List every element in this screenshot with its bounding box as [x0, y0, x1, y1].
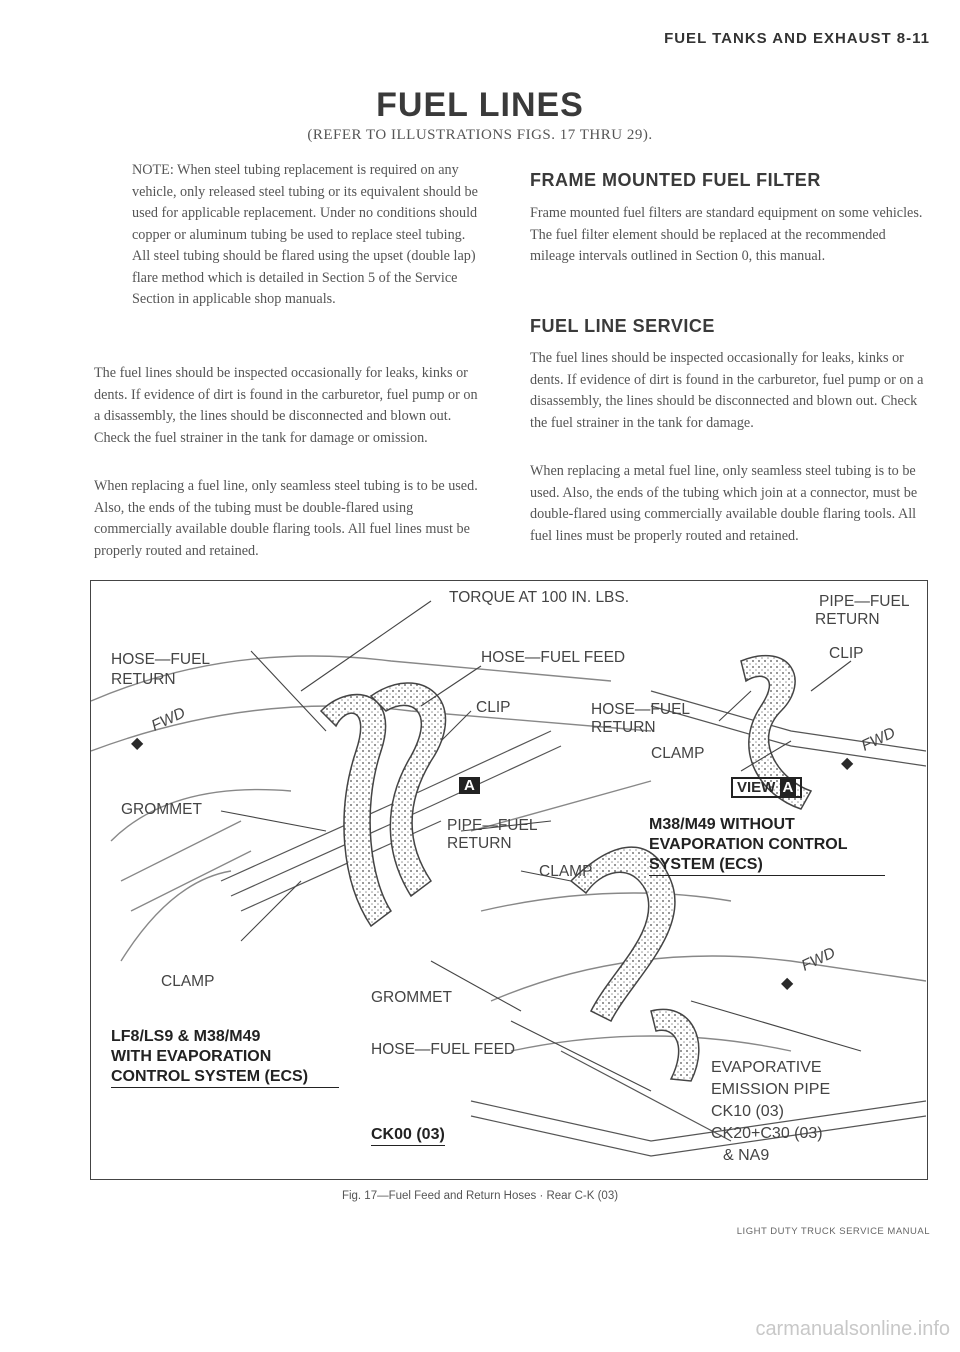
- label-grommet-left: GROMMET: [121, 801, 202, 818]
- section-heading-fuel-filter: FRAME MOUNTED FUEL FILTER: [530, 170, 821, 190]
- fwd-arrow-icon-lower: ◆: [781, 975, 794, 992]
- label-pipe-fuel-return-top: PIPE—FUEL: [819, 593, 910, 610]
- label-hose-fuel-feed-lower: HOSE—FUEL FEED: [371, 1041, 516, 1058]
- inspection-paragraph: The fuel lines should be inspected occasionally for leaks, kinks or dents. If evidence of dirt is found in the carburetor, fuel pump or on a disassembly, the lines should be disconnected and blown out. Check the fuel strainer in the tank for damage or omission.: [94, 365, 478, 446]
- figure-caption: Fig. 17—Fuel Feed and Return Hoses · Rear C-K (03): [341, 1190, 619, 1202]
- lf8-caption-line-1: LF8/LS9 & M38/M49: [111, 1028, 261, 1045]
- label-hose-fuel-return-left: HOSE—FUEL: [111, 651, 211, 668]
- label-hose-fuel-return-left-2: RETURN: [111, 671, 176, 688]
- note-paragraph: NOTE: When steel tubing replacement is required on any vehicle, only released steel tubing or its equivalent should be used for applicable replacement. Under no conditions should copper or aluminum tubing be used to replace steel tubing. All steel tubing should be flared using the upset (double lap) flare method which is detailed in Section 5 of the Service Section in applicable shop manuals.: [132, 162, 478, 307]
- label-pipe-fuel-return-mid: PIPE—FUEL: [447, 817, 538, 834]
- view-a-badge: A: [459, 777, 480, 794]
- label-clamp-left: CLAMP: [161, 973, 215, 990]
- view-a-box: [731, 777, 802, 798]
- caption-line-1: M38/M49 WITHOUT: [649, 816, 795, 833]
- label-fwd-right: FWD: [858, 724, 899, 755]
- figure-frame: [90, 580, 928, 1180]
- label-fwd-lower: FWD: [798, 944, 839, 975]
- replacement-paragraph: When replacing a fuel line, only seamless steel tubing is to be used. Also, the ends of the tubing must be double-flared using commercially available double flaring tools. All fuel lines must be properly routed and retained.: [94, 478, 478, 559]
- view-letter: A: [780, 779, 797, 796]
- running-header: FUEL TANKS AND EXHAUST 8-11: [664, 30, 930, 47]
- caption-line-2: EVAPORATION CONTROL: [649, 836, 848, 853]
- label-fwd-left: FWD: [148, 704, 189, 735]
- lf8-caption-line-2: WITH EVAPORATION: [111, 1048, 272, 1065]
- caption-line-3: SYSTEM (ECS): [649, 855, 885, 876]
- evap-line-2: EMISSION PIPE: [711, 1081, 831, 1098]
- watermark: carmanualsonline.info: [755, 1318, 950, 1340]
- evap-line-1: EVAPORATIVE: [711, 1059, 822, 1076]
- label-hose-fuel-return-mid-2: RETURN: [591, 719, 656, 736]
- label-grommet-lower: GROMMET: [371, 989, 452, 1006]
- evaporative-emission-label: [711, 1057, 830, 1167]
- fwd-arrow-icon: ◆: [131, 735, 144, 752]
- service-replacement-paragraph: When replacing a metal fuel line, only seamless steel tubing is to be used. Also, the ends of the tubing which join at a connector, must be double-flared using commercially available double flaring tools. All fuel lines must be properly routed and retained.: [530, 463, 918, 544]
- label-clip-center: CLIP: [476, 699, 511, 716]
- caption-ck00: CK00 (03): [371, 1125, 445, 1146]
- label-torque: TORQUE AT 100 IN. LBS.: [449, 589, 630, 606]
- label-clamp-mid: CLAMP: [539, 863, 593, 880]
- lf8-caption-line-3: CONTROL SYSTEM (ECS): [111, 1067, 339, 1088]
- page-subtitle: (REFER TO ILLUSTRATIONS FIGS. 17 THRU 29).: [307, 127, 653, 143]
- section-heading-fuel-line-service: FUEL LINE SERVICE: [530, 316, 715, 336]
- caption-m38-without-ecs: [649, 815, 885, 876]
- fuel-filter-paragraph: Frame mounted fuel filters are standard equipment on some vehicles. The fuel filter element should be replaced at the recommended mileage intervals outlined in Section 0, this manual.: [530, 205, 923, 264]
- evap-line-4: CK20+C30 (03): [711, 1125, 823, 1142]
- fwd-arrow-icon-right: ◆: [841, 755, 854, 772]
- manual-footer: LIGHT DUTY TRUCK SERVICE MANUAL: [736, 1226, 930, 1237]
- label-hose-fuel-feed-top: HOSE—FUEL FEED: [481, 649, 626, 666]
- label-clip-right: CLIP: [829, 645, 864, 662]
- page-title: FUEL LINES: [376, 86, 584, 124]
- evap-line-3: CK10 (03): [711, 1103, 784, 1120]
- label-pipe-fuel-return-top-2: RETURN: [815, 611, 880, 628]
- caption-lf8-with-ecs: [111, 1027, 339, 1088]
- service-inspection-paragraph: The fuel lines should be inspected occasionally for leaks, kinks or dents. If evidence of dirt is found in the carburetor, fuel pump or on a disassembly, the lines should be disconnected and blown out. Check the fuel strainer in the tank for damage.: [530, 350, 924, 431]
- label-hose-fuel-return-mid: HOSE—FUEL: [591, 701, 691, 718]
- view-word: VIEW: [737, 779, 776, 796]
- label-pipe-fuel-return-mid-2: RETURN: [447, 835, 512, 852]
- evap-line-5: & NA9: [723, 1147, 770, 1164]
- label-clamp-right: CLAMP: [651, 745, 705, 762]
